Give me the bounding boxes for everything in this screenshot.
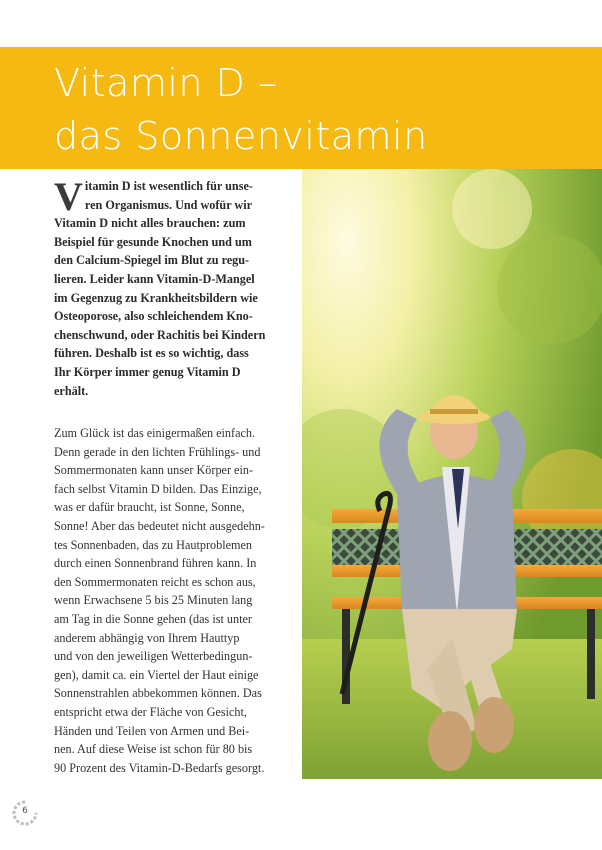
body-line: Sonne! Aber das bedeutet nicht ausgedehn- bbox=[54, 518, 265, 533]
body-line: am Tag in die Sonne gehen (das ist unter bbox=[54, 611, 252, 626]
body-line: Denn gerade in den lichten Frühlings- und bbox=[54, 444, 261, 459]
lead-line: Beispiel für gesunde Knochen und um bbox=[54, 234, 252, 249]
drop-cap: V bbox=[54, 174, 83, 219]
lead-line: lieren. Leider kann Vitamin-D-Mangel bbox=[54, 271, 255, 286]
body-line: was er dafür braucht, ist Sonne, Sonne, bbox=[54, 500, 245, 515]
lead-line: chenschwund, oder Rachitis bei Kindern bbox=[54, 327, 266, 342]
body-line: Händen und Teilen von Armen und Bei- bbox=[54, 723, 250, 738]
body-paragraph bbox=[54, 424, 294, 777]
body-line: und von den jeweiligen Wetterbedingun- bbox=[54, 649, 253, 664]
body-line: Zum Glück ist das einigermaßen einfach. bbox=[54, 426, 256, 440]
lead-line: ren Organismus. Und wofür wir bbox=[84, 197, 253, 212]
lead-line: itamin D ist wesentlich für unse- bbox=[84, 179, 253, 193]
lead-line: den Calcium-Spiegel im Blut zu regu- bbox=[54, 253, 250, 268]
body-line: gen), damit ca. ein Viertel der Haut einige bbox=[54, 667, 259, 682]
body-line: entspricht etwa der Fläche von Gesicht, bbox=[54, 704, 247, 719]
photo-man-on-bench bbox=[302, 169, 602, 779]
lead-line: Ihr Körper immer genug Vitamin D bbox=[54, 364, 241, 379]
body-line: tes Sonnenbaden, das zu Hautproblemen bbox=[54, 537, 252, 552]
page-number-marker bbox=[12, 800, 38, 826]
body-line: anderem abhängig von Ihrem Hauttyp bbox=[54, 630, 240, 645]
body-line: wenn Erwachsene 5 bis 25 Minuten lang bbox=[54, 593, 253, 608]
lead-line: im Gegenzug zu Krankheitsbildern wie bbox=[54, 290, 258, 305]
page-number: 6 bbox=[22, 806, 28, 816]
body-line: nen. Auf diese Weise ist schon für 80 bis bbox=[54, 742, 253, 757]
lead-line: führen. Deshalb ist es so wichtig, dass bbox=[54, 346, 249, 361]
lead-paragraph bbox=[54, 174, 290, 400]
lead-line: Vitamin D nicht alles brauchen: zum bbox=[54, 216, 246, 231]
lead-line: Osteoporose, also schleichendem Kno- bbox=[54, 309, 253, 324]
title-line: Vitamin D – bbox=[54, 61, 278, 105]
title-banner bbox=[0, 47, 602, 169]
photo-illustration bbox=[302, 169, 602, 779]
title-line: das Sonnenvitamin bbox=[54, 114, 428, 158]
body-line: Sonnenstrahlen abbekommen können. Das bbox=[54, 686, 262, 701]
body-line: den Sommermonaten reicht es schon aus, bbox=[54, 574, 256, 589]
body-line: fach selbst Vitamin D bilden. Das Einzige, bbox=[54, 481, 262, 496]
page-title bbox=[54, 57, 428, 163]
body-line: 90 Prozent des Vitamin-D-Bedarfs gesorgt. bbox=[54, 760, 265, 775]
body-line: durch einen Sonnenbrand führen kann. In bbox=[54, 556, 257, 571]
lead-line: erhält. bbox=[54, 383, 89, 398]
body-line: Sommermonaten kann unser Körper ein- bbox=[54, 463, 254, 478]
